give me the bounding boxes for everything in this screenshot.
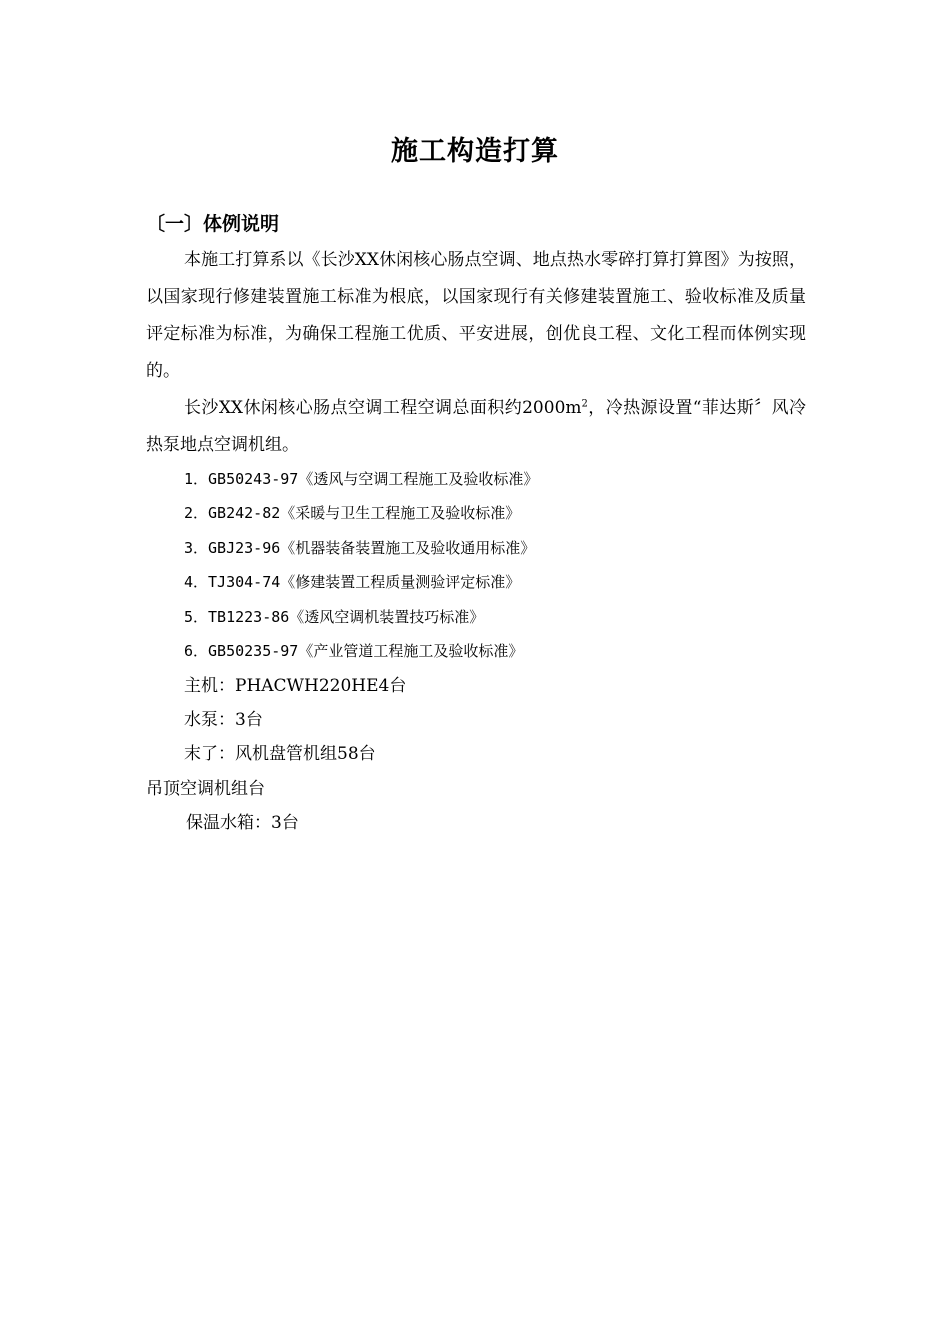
standard-item: 6．GB50235-97《产业管道工程施工及验收标准》: [184, 642, 524, 660]
equipment-item: 水泵：3台: [184, 710, 263, 730]
equipment-item: 末了：风机盘管机组58台: [184, 744, 376, 764]
section-heading: 〔一〕体例说明: [146, 213, 280, 235]
standard-item: 4．TJ304-74《修建装置工程质量测验评定标准》: [184, 573, 521, 591]
overview-text-1: 长沙XX休闲核心肠点空调工程空调总面积约2000m: [184, 398, 582, 418]
standard-item: 5．TB1223-86《透风空调机装置技巧标准》: [184, 608, 485, 626]
standard-item: 3．GBJ23-96《机器装备装置施工及验收通用标准》: [184, 539, 536, 557]
standard-item: 1．GB50243-97《透风与空调工程施工及验收标准》: [184, 470, 539, 488]
equipment-item: 吊顶空调机组台: [146, 779, 265, 799]
intro-paragraph: 本施工打算系以《长沙XX休闲核心肠点空调、地点热水零碎打算打算图》为按照，以国家现行修建装置施工标准为根底，以国家现行有关修建装置施工、验收标准及质量评定标准为标准，为确保工程施工优质、平安进展，创优良工程、文化工程而体例实现的。: [146, 250, 806, 381]
standard-item: 2．GB242-82《采暖与卫生工程施工及验收标准》: [184, 504, 521, 522]
equipment-item: 主机：PHACWH220HE4台: [184, 676, 407, 696]
overview-paragraph: [146, 390, 806, 464]
area-unit-superscript: 2: [581, 398, 588, 410]
document-title: 施工构造打算: [391, 136, 559, 167]
equipment-item: 保温水箱：3台: [186, 813, 299, 833]
overview-text-2: ，冷热源设置“菲达斯〞风冷热泵地点空调机组。: [146, 398, 806, 455]
